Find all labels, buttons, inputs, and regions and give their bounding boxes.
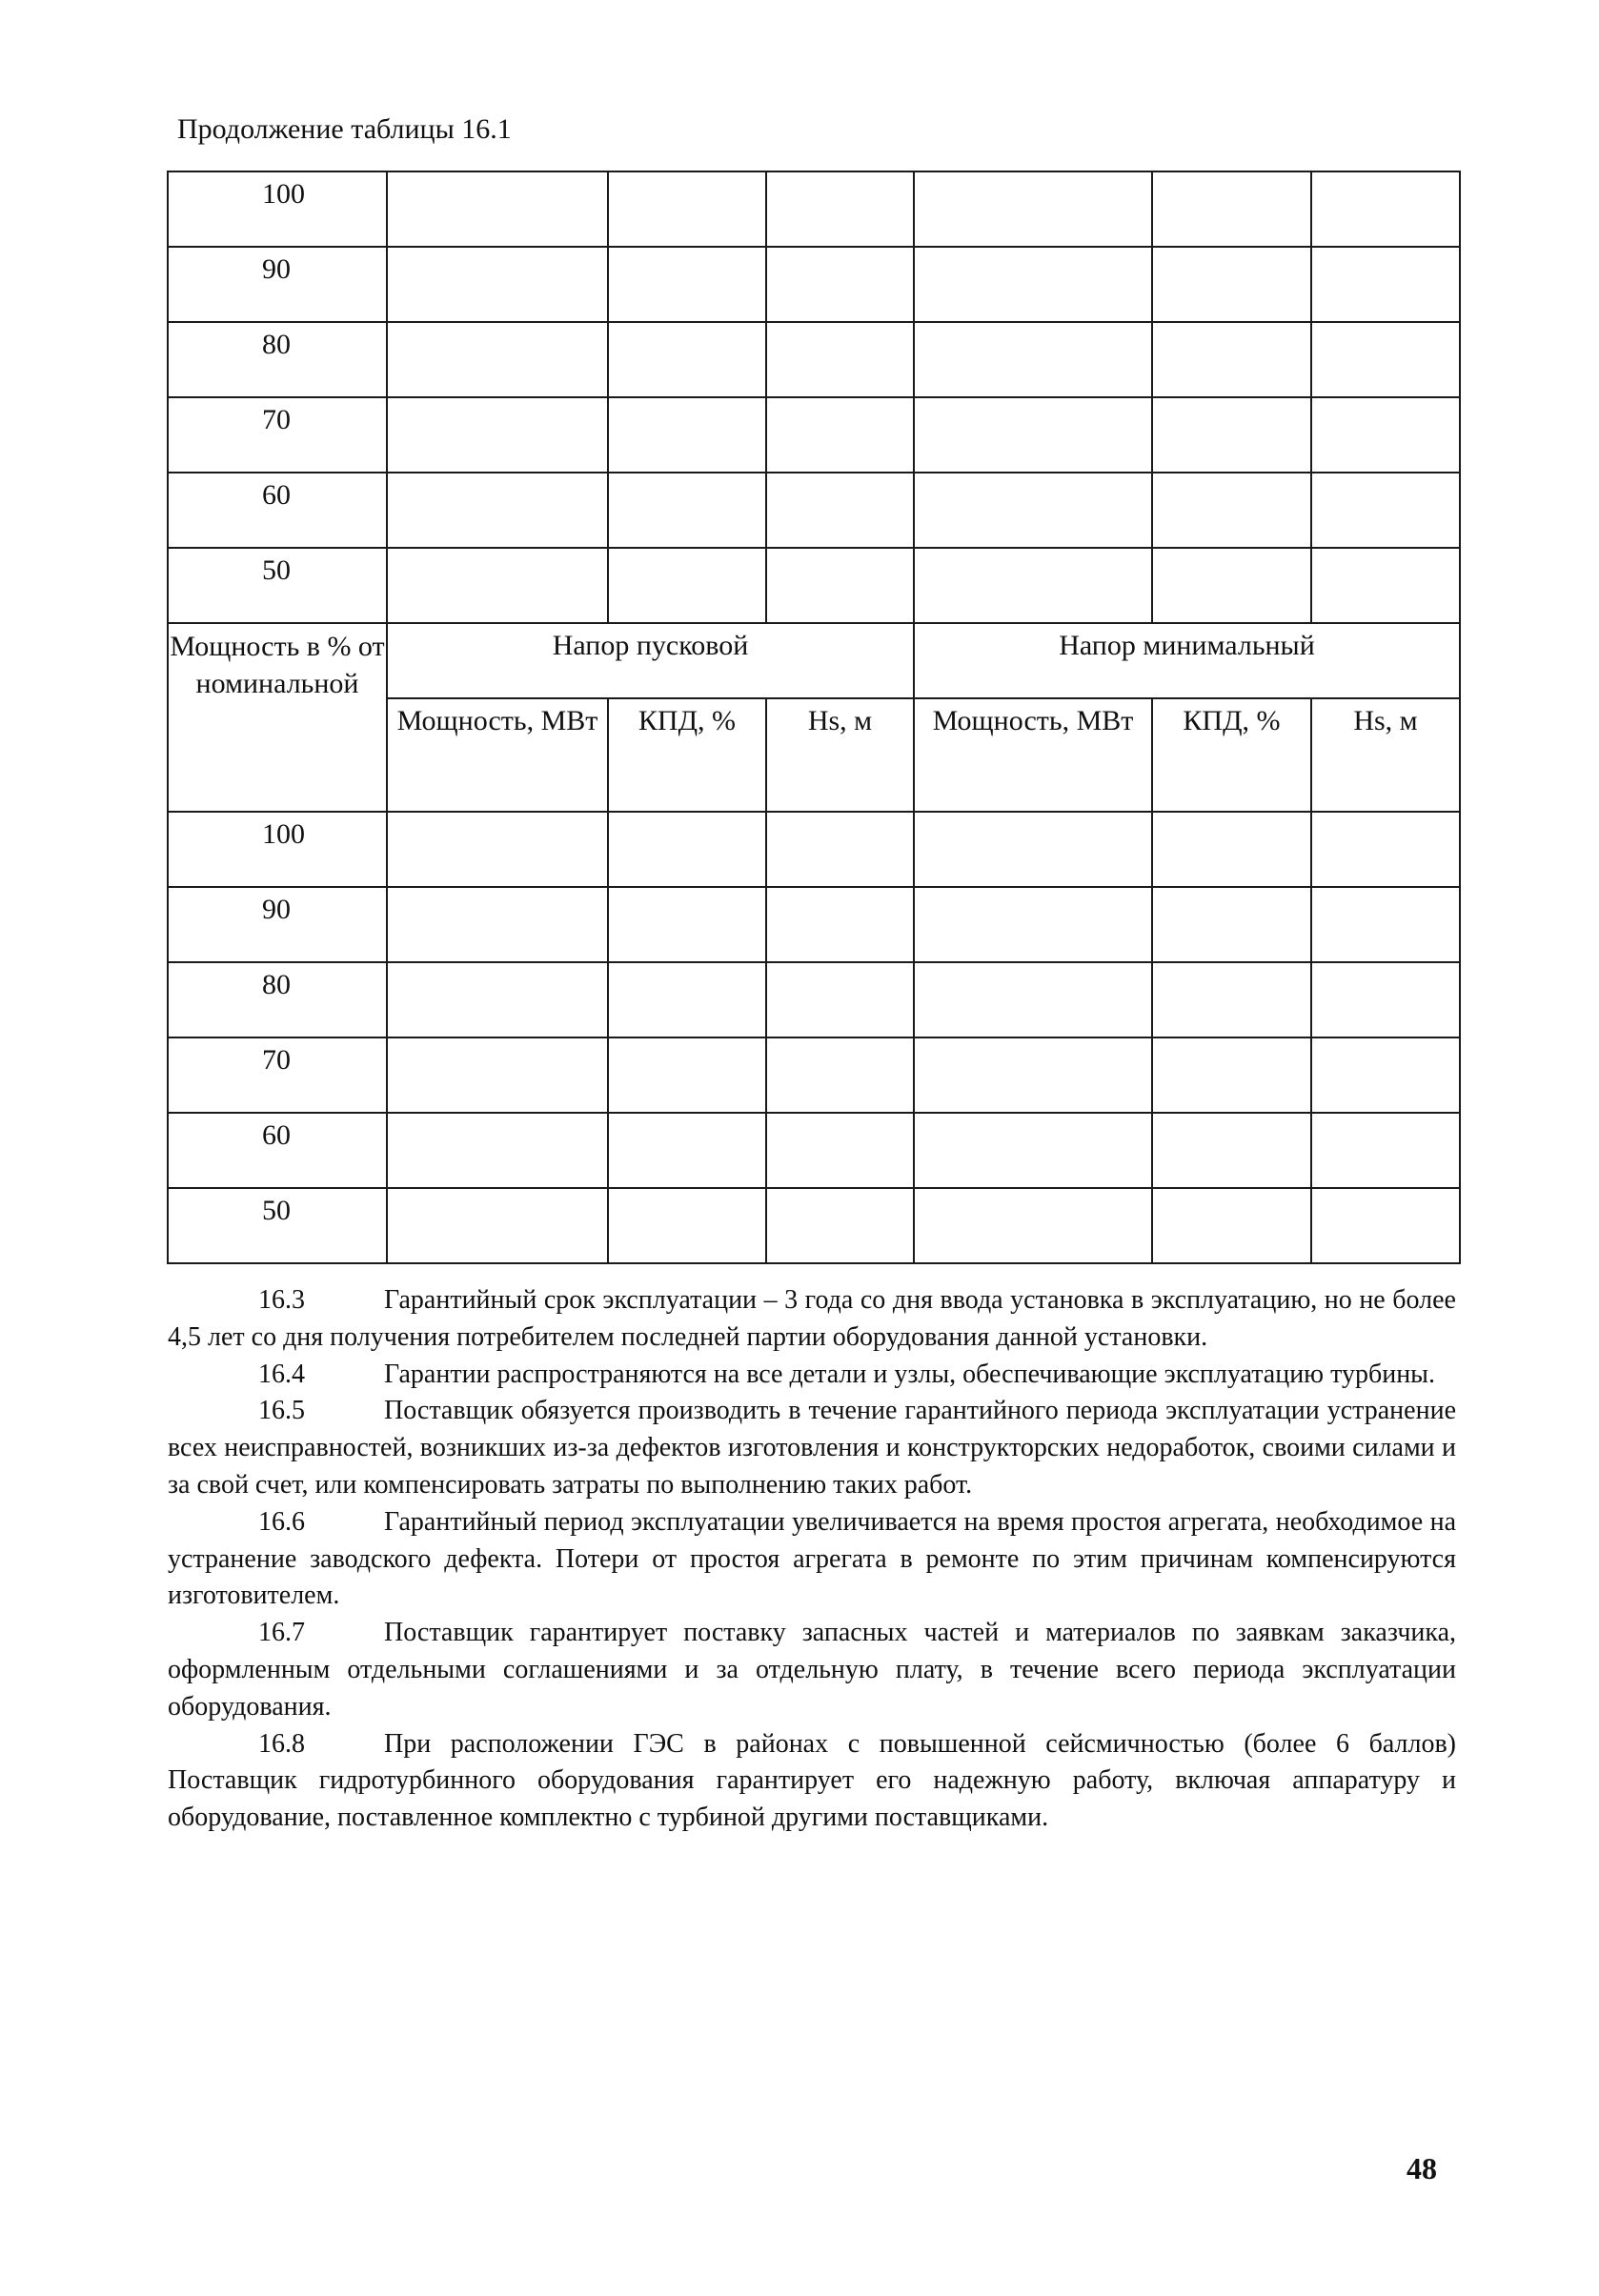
clause-16-5	[168, 1393, 1456, 1503]
table-row	[168, 962, 1460, 1037]
clause-number: 16.3	[258, 1285, 305, 1315]
table-cell	[387, 548, 608, 623]
clause-text: Поставщик обязуется производить в течение гарантийного периода эксплуатации устранение всех неисправностей, возникших из-за дефектов изготовления и конструкторских недоработок, своими силами и за свой счет, или компенсировать затраты по выполнению таких работ.	[168, 1396, 1456, 1500]
table-cell	[1152, 887, 1311, 962]
table-cell	[387, 962, 608, 1037]
table-row	[168, 548, 1460, 623]
table-cell	[766, 962, 914, 1037]
table-cell	[766, 887, 914, 962]
table-cell	[1152, 322, 1311, 397]
power-percent-cell: 90	[168, 247, 387, 322]
table-cell	[914, 1113, 1152, 1188]
table-cell	[766, 548, 914, 623]
table-caption: Продолжение таблицы 16.1	[177, 113, 512, 145]
table-cell	[608, 171, 766, 247]
table-cell	[1152, 1037, 1311, 1113]
table-cell	[1152, 548, 1311, 623]
header-power-percent: Мощность в % от номинальной	[168, 623, 387, 812]
table-cell	[608, 962, 766, 1037]
table-cell	[1152, 1113, 1311, 1188]
table-cell	[608, 548, 766, 623]
table-cell	[608, 1113, 766, 1188]
table-cell	[914, 962, 1152, 1037]
header-minimum-head: Напор минимальный	[914, 623, 1460, 698]
table-row	[168, 247, 1460, 322]
clause-16-8	[168, 1726, 1456, 1837]
table-cell	[766, 247, 914, 322]
clause-text: Гарантии распространяются на все детали и узлы, обеспечивающие эксплуатацию турбины.	[384, 1359, 1435, 1389]
table-cell	[1152, 247, 1311, 322]
power-percent-cell: 100	[168, 812, 387, 887]
page-number: 48	[1407, 2151, 1437, 2185]
table-cell	[766, 473, 914, 548]
turbine-guarantee-table	[167, 171, 1461, 1264]
clause-16-7	[168, 1615, 1456, 1725]
table-cell	[387, 171, 608, 247]
header-power-mw: Мощность, МВт	[387, 698, 608, 812]
table-cell	[1311, 397, 1460, 473]
table-cell	[914, 1037, 1152, 1113]
clause-text: При расположении ГЭС в районах с повышенной сейсмичностью (более 6 баллов) Поставщик гидротурбинного оборудования гарантирует его надежную работу, включая аппаратуру и оборудование, поставленное комплектно с турбиной другими поставщиками.	[168, 1728, 1456, 1833]
table-header-row	[168, 623, 1460, 698]
header-starting-head: Напор пусковой	[387, 623, 914, 698]
power-percent-cell: 50	[168, 1188, 387, 1263]
header-efficiency: КПД, %	[608, 698, 766, 812]
table-cell	[387, 1188, 608, 1263]
table-row	[168, 473, 1460, 548]
power-percent-cell: 60	[168, 473, 387, 548]
power-percent-cell: 70	[168, 1037, 387, 1113]
table-cell	[1311, 548, 1460, 623]
table-cell	[608, 473, 766, 548]
header-hs: Hs, м	[766, 698, 914, 812]
table-cell	[914, 397, 1152, 473]
clause-16-4	[168, 1357, 1456, 1394]
table-cell	[766, 322, 914, 397]
table-cell	[387, 322, 608, 397]
table-cell	[1152, 397, 1311, 473]
table-row	[168, 812, 1460, 887]
table-cell	[387, 397, 608, 473]
table-cell	[914, 548, 1152, 623]
clause-16-3	[168, 1282, 1456, 1357]
table-cell	[387, 247, 608, 322]
table-cell	[1152, 962, 1311, 1037]
table-cell	[1311, 887, 1460, 962]
table-cell	[766, 812, 914, 887]
table-cell	[387, 812, 608, 887]
power-percent-cell: 70	[168, 397, 387, 473]
table-cell	[608, 247, 766, 322]
table-row	[168, 1113, 1460, 1188]
table-cell	[914, 1188, 1152, 1263]
table-cell	[1311, 1113, 1460, 1188]
table-cell	[1311, 962, 1460, 1037]
power-percent-cell: 50	[168, 548, 387, 623]
power-percent-cell: 80	[168, 322, 387, 397]
table-cell	[387, 473, 608, 548]
table-cell	[608, 322, 766, 397]
table-cell	[608, 812, 766, 887]
power-percent-cell: 90	[168, 887, 387, 962]
table-cell	[914, 473, 1152, 548]
power-percent-cell: 100	[168, 171, 387, 247]
table-cell	[387, 887, 608, 962]
table-row	[168, 322, 1460, 397]
table-cell	[914, 887, 1152, 962]
table-cell	[1311, 322, 1460, 397]
table-cell	[1311, 1037, 1460, 1113]
table-cell	[914, 247, 1152, 322]
table-cell	[914, 322, 1152, 397]
table-cell	[766, 1188, 914, 1263]
table-cell	[387, 1037, 608, 1113]
header-efficiency: КПД, %	[1152, 698, 1311, 812]
table-cell	[766, 171, 914, 247]
guarantee-clauses	[168, 1282, 1456, 1837]
clause-number: 16.4	[258, 1359, 305, 1389]
clause-16-6	[168, 1504, 1456, 1615]
table-cell	[914, 812, 1152, 887]
table-cell	[1311, 1188, 1460, 1263]
power-percent-cell: 60	[168, 1113, 387, 1188]
table-row	[168, 1037, 1460, 1113]
clause-text: Поставщик гарантирует поставку запасных частей и материалов по заявкам заказчика, оформленным отдельными соглашениями и за отдельную плату, в течение всего периода эксплуатации оборудования.	[168, 1618, 1456, 1722]
table-cell	[1311, 247, 1460, 322]
table-cell	[608, 1037, 766, 1113]
table-cell	[1311, 812, 1460, 887]
header-hs: Hs, м	[1311, 698, 1460, 812]
table-cell	[766, 1037, 914, 1113]
table-cell	[608, 887, 766, 962]
header-power-mw: Мощность, МВт	[914, 698, 1152, 812]
table-cell	[766, 1113, 914, 1188]
table-cell	[1152, 473, 1311, 548]
table-cell	[608, 397, 766, 473]
power-percent-cell: 80	[168, 962, 387, 1037]
table-cell	[1311, 473, 1460, 548]
clause-text: Гарантийный период эксплуатации увеличивается на время простоя агрегата, необходимое на устранение заводского дефекта. Потери от простоя агрегата в ремонте по этим причинам компенсируются изготовителем.	[168, 1506, 1456, 1611]
table-row	[168, 171, 1460, 247]
table-row	[168, 887, 1460, 962]
clause-text: Гарантийный срок эксплуатации – 3 года со дня ввода установка в эксплуатацию, но не более 4,5 лет со дня получения потребителем последней партии оборудования данной установки.	[168, 1285, 1456, 1352]
table-cell	[1152, 812, 1311, 887]
table-cell	[766, 397, 914, 473]
table-cell	[914, 171, 1152, 247]
clause-number: 16.8	[258, 1728, 305, 1759]
clause-number: 16.6	[258, 1506, 305, 1537]
table-row	[168, 1188, 1460, 1263]
clause-number: 16.5	[258, 1396, 305, 1426]
table-cell	[1311, 171, 1460, 247]
table-cell	[387, 1113, 608, 1188]
table-cell	[1152, 1188, 1311, 1263]
table-cell	[1152, 171, 1311, 247]
clause-number: 16.7	[258, 1618, 305, 1648]
table-cell	[608, 1188, 766, 1263]
table-row	[168, 397, 1460, 473]
